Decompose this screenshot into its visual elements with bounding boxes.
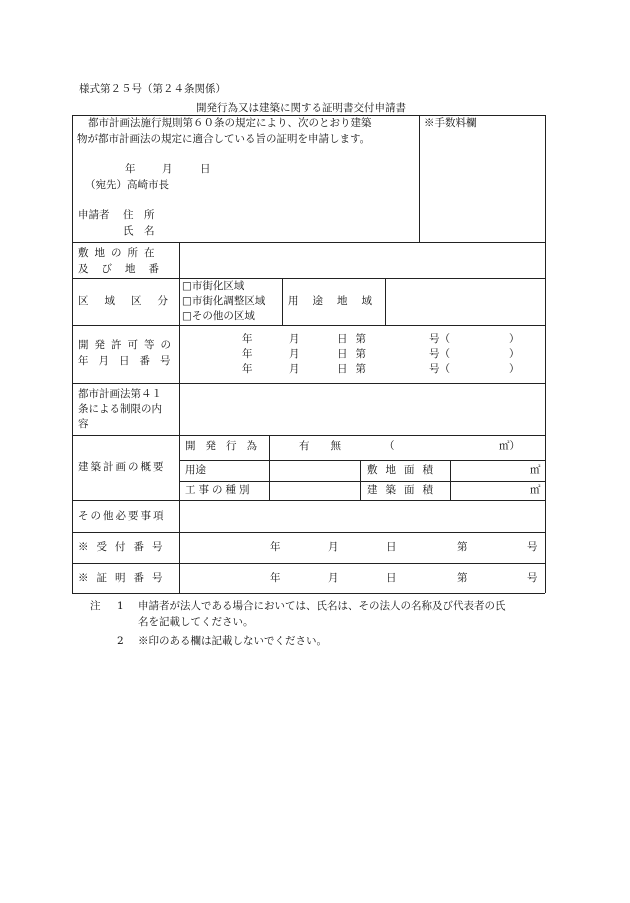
permit-label-1: 開発許可等の	[78, 339, 177, 351]
article41-label-3: 容	[78, 418, 89, 430]
certificate-go: 号	[527, 572, 538, 584]
date-day: 日	[200, 163, 211, 175]
addressee: （宛先）高崎市長	[85, 179, 169, 191]
receipt-month: 月	[328, 541, 339, 553]
date-month: 月	[162, 163, 173, 175]
applicant-label: 申請者	[78, 209, 110, 221]
zone-option-urbanization: □市街化区域	[182, 280, 245, 292]
receipt-year: 年	[270, 541, 281, 553]
fee-column-label: ※手数料欄	[424, 117, 477, 129]
article41-label-2: 条による制限の内	[78, 403, 162, 415]
building-plan-label: 建築計画の概要	[78, 461, 166, 473]
paren-close-unit: ㎡）	[499, 440, 520, 452]
receipt-day: 日	[386, 541, 397, 553]
receipt-number-label: ※受付番号	[78, 541, 171, 553]
building-area-unit: ㎡	[530, 484, 541, 496]
receipt-dai: 第	[457, 541, 468, 553]
development-act-label: 開発行為	[185, 440, 267, 452]
presence-label: 有 無	[299, 440, 341, 452]
permit-label-2: 年月日番号	[78, 355, 181, 367]
certificate-year: 年	[270, 572, 281, 584]
zone-option-other: □その他の区域	[182, 310, 255, 322]
site-location-label: 敷地の所在	[78, 247, 161, 259]
application-statement-line2: 物が都市計画法の規定に適合している旨の証明を申請します。	[77, 133, 371, 145]
site-area-label: 敷地面積	[367, 464, 441, 476]
other-matters-label: その他必要事項	[78, 510, 166, 522]
certificate-month: 月	[328, 572, 339, 584]
note-1-line1: 申請者が法人である場合においては、氏名は、その法人の名称及び代表者の氏	[138, 600, 506, 612]
notes-label: 注	[90, 600, 101, 612]
note-1-number: 1	[117, 600, 124, 612]
zone-category-label: 区域区分	[78, 295, 184, 307]
receipt-go: 号	[527, 541, 538, 553]
site-lot-label: 及び地番	[78, 263, 172, 275]
note-2-text: ※印のある欄は記載しないでください。	[138, 635, 327, 647]
certificate-day: 日	[386, 572, 397, 584]
application-form-table: 都市計画法施行規則第６０条の規定により、次のとおり建築 物が都市計画法の規定に適合している旨の証明を申請します。 年 月 日 （宛先）高崎市長 申請者 住 所 氏 名 ※手数料欄 敷地の所在 及び地番 区域区分 □市街化区域 □市街化調整区域 □その他の区域 用途地域 開発許可等の 年月日番号 年 月 日第 号（ ） 年 月 日第 号（ ） 年 月 日第 号（ ） 都市計画法第４１ 条による制限の内 容 建築計画の概要 開発行為 有 無 （ ㎡） 用途 敷地面積 ㎡ 工事の種別 建築面積 ㎡ その他必要事項 ※受付番号 年 月 日 第 号 ※証明番号 年 月 日 第 号	[72, 115, 545, 593]
certificate-dai: 第	[457, 572, 468, 584]
site-area-unit: ㎡	[530, 464, 541, 476]
date-year: 年	[125, 163, 136, 175]
form-number: 様式第２５号（第２４条関係）	[79, 83, 226, 95]
note-1-line2: 名を記載してください。	[138, 616, 254, 628]
application-statement-line1: 都市計画法施行規則第６０条の規定により、次のとおり建築	[88, 117, 372, 129]
use-label: 用途	[185, 464, 206, 476]
form-title: 開発行為又は建築に関する証明書交付申請書	[196, 102, 406, 114]
note-2-number: 2	[117, 635, 124, 647]
building-area-label: 建築面積	[367, 484, 441, 496]
paren-open: （	[384, 440, 395, 452]
certificate-number-label: ※証明番号	[78, 572, 171, 584]
article41-label-1: 都市計画法第４１	[78, 388, 162, 400]
address-label: 住 所	[123, 209, 155, 221]
land-use-zone-label: 用途地域	[288, 295, 386, 307]
work-type-label: 工事の種別	[185, 484, 253, 496]
name-label: 氏 名	[123, 225, 155, 237]
zone-option-control: □市街化調整区域	[182, 295, 266, 307]
